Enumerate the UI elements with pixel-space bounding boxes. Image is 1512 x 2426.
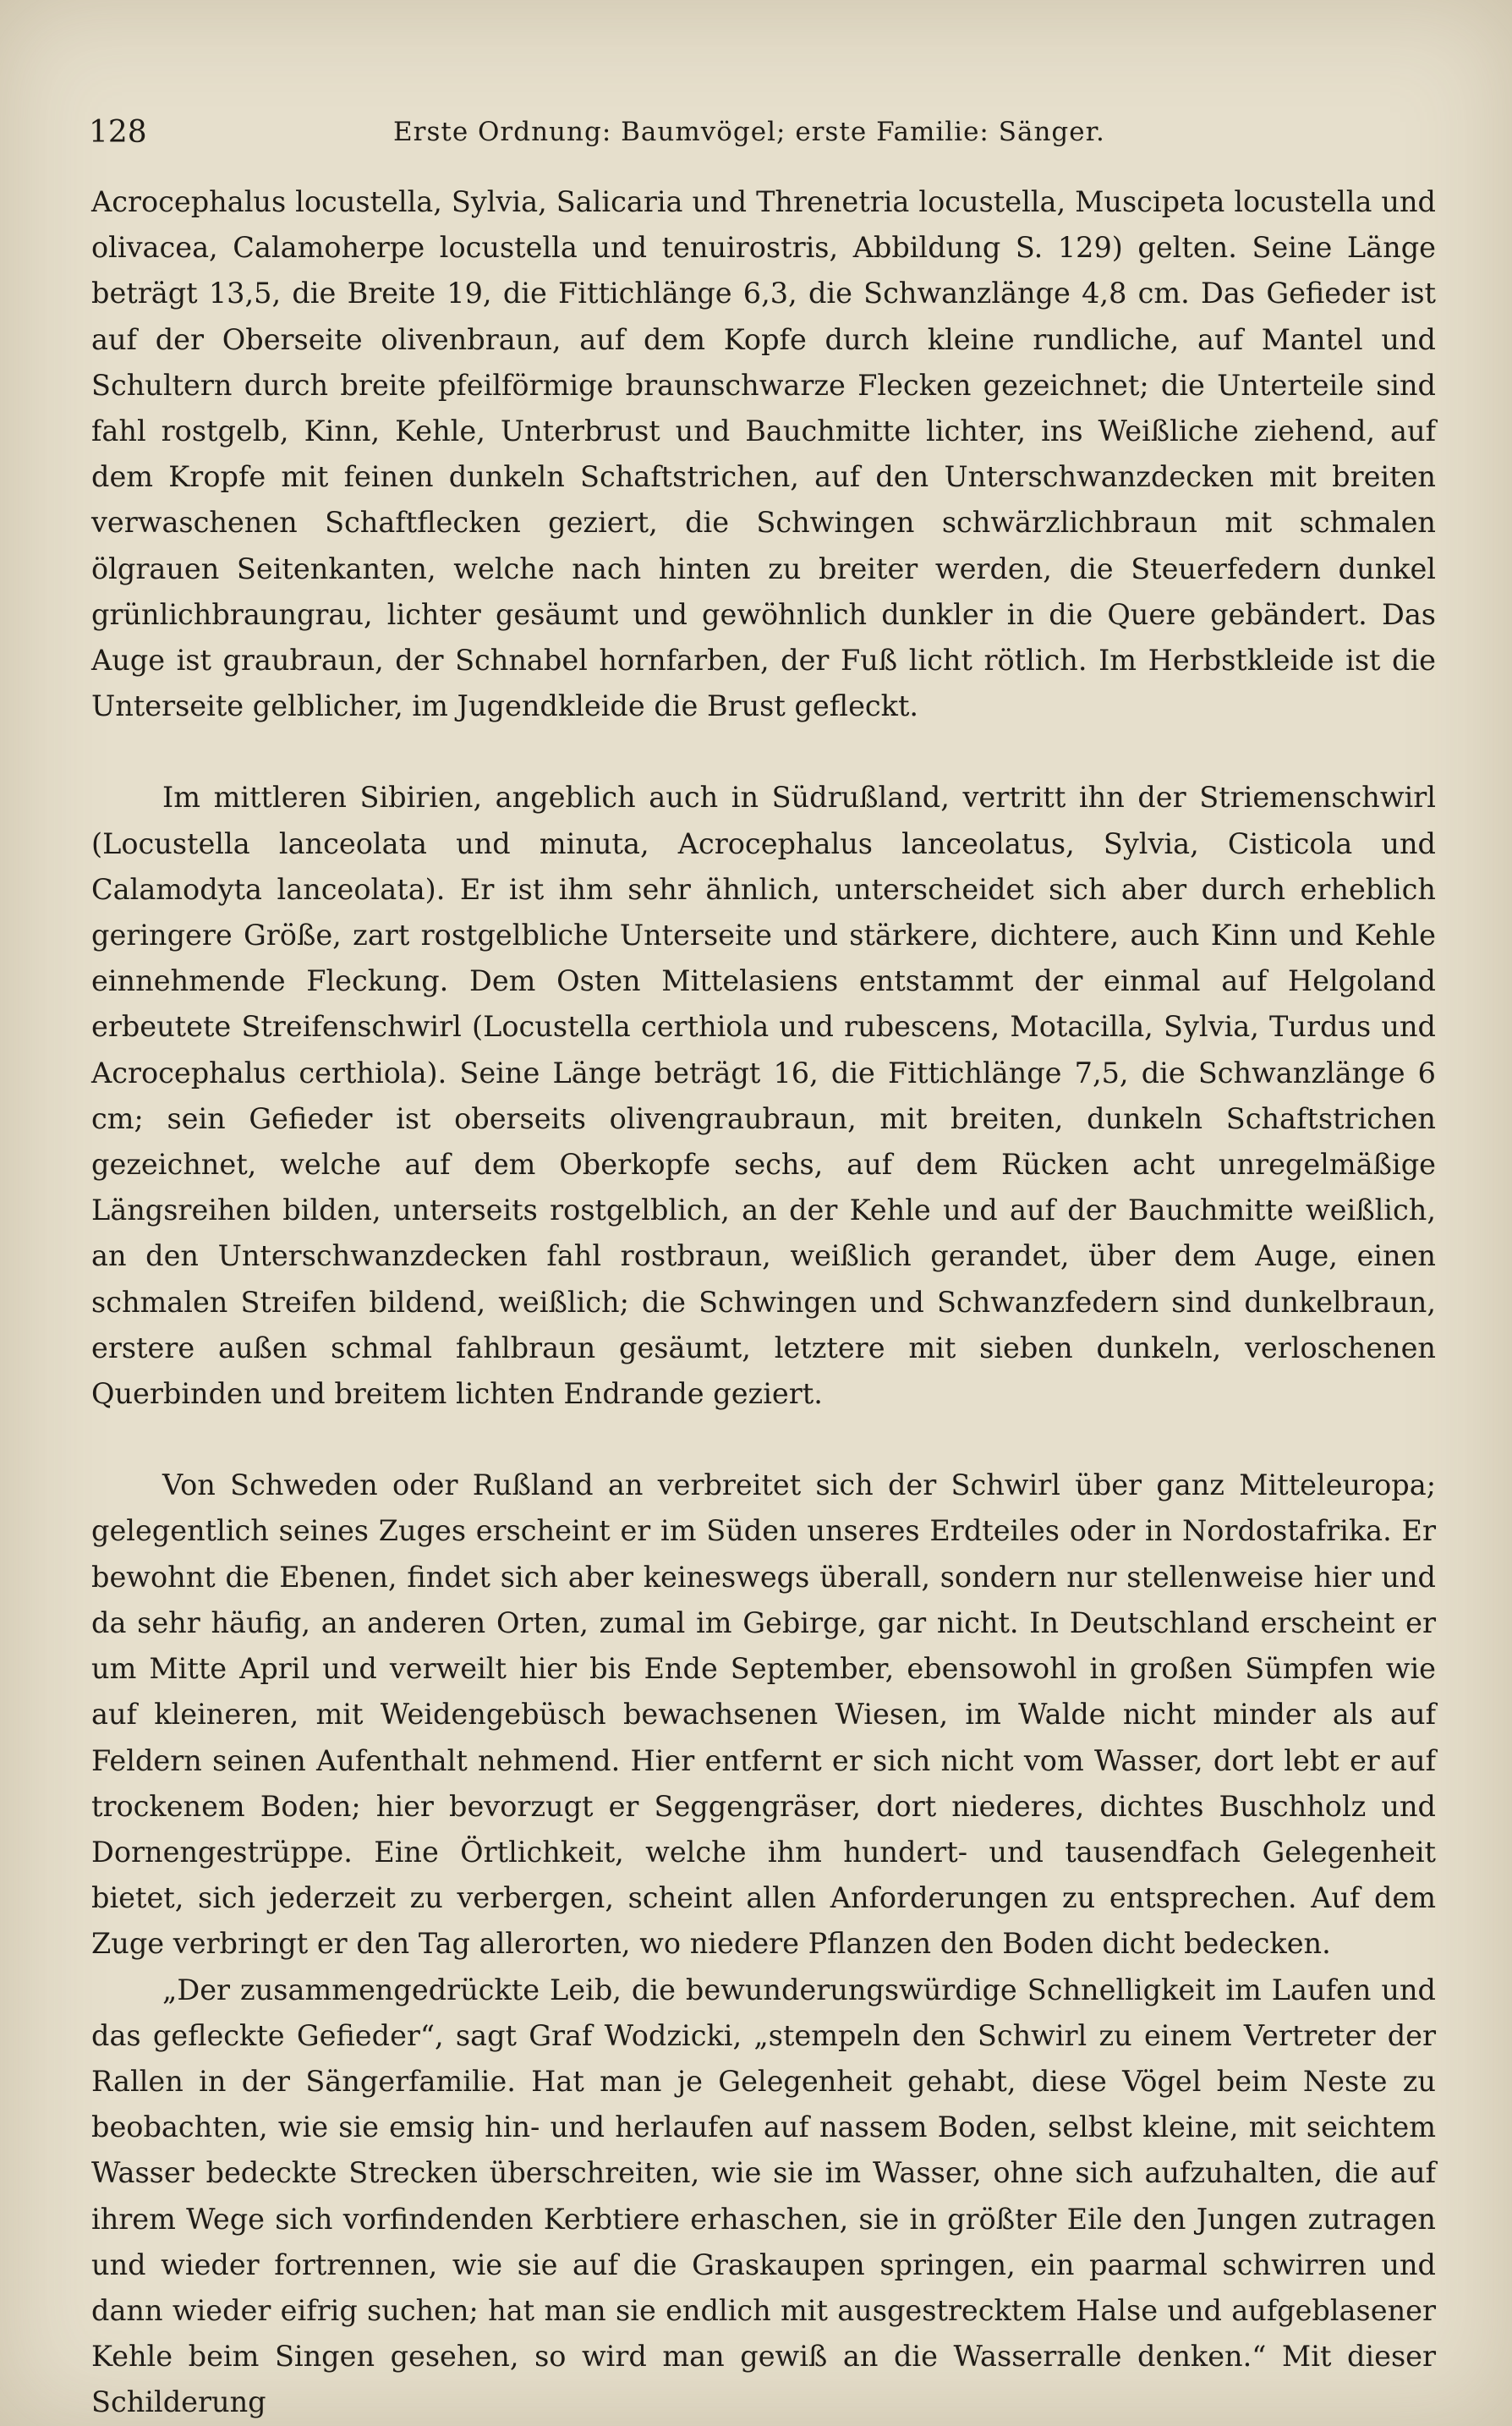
page-number: 128 [89, 115, 147, 150]
paragraph-2: Im mittleren Sibirien, angeblich auch in Südrußland, vertritt ihn der Striemenschwirl (Locustella lanceolata und minuta, Acrocephalus lanceolatus, Sylvia, Cisticola und Calamodyta lanceolata). Er ist ihm sehr ähnlich, unterscheidet sich aber durch erheblich geringere Größe, zart rostgelbliche Unterseite und stärkere, dichtere, auch Kinn und Kehle einnehmende Fleckung. Dem Osten Mittelasiens entstammt der einmal auf Helgoland erbeutete Streifenschwirl (Locustella certhiola und rubescens, Motacilla, Sylvia, Turdus und Acrocephalus certhiola). Seine Länge beträgt 16, die Fittichlänge 7,5, die Schwanzlänge 6 cm; sein Gefieder ist oberseits olivengraubraun, mit breiten, dunkeln Schaftstrichen gezeichnet, welche auf dem Oberkopfe sechs, auf dem Rücken acht unregelmäßige Längsreihen bilden, unterseits rostgelblich, an der Kehle und auf der Bauchmitte weißlich, an den Unterschwanzdecken fahl rostbraun, weißlich gerandet, über dem Auge, einen schmalen Streifen bildend, weißlich; die Schwingen und Schwanzfedern sind dunkelbraun, erstere außen schmal fahlbraun gesäumt, letztere mit sieben dunkeln, verloschenen Querbinden und breitem lichten Endrande geziert. [91, 781, 1436, 1411]
paragraph-1: Acrocephalus locustella, Sylvia, Salicaria und Threnetria locustella, Muscipeta locustella und olivacea, Calamoherpe locustella und tenuirostris, Abbildung S. 129) gelten. Seine Länge beträgt 13,5, die Breite 19, die Fittichlänge 6,3, die Schwanzlänge 4,8 cm. Das Gefieder ist auf der Oberseite olivenbraun, auf dem Kopfe durch kleine rundliche, auf Mantel und Schultern durch breite pfeilförmige braunschwarze Flecken gezeichnet; die Unterteile sind fahl rostgelb, Kinn, Kehle, Unterbrust und Bauchmitte lichter, ins Weißliche ziehend, auf dem Kropfe mit feinen dunkeln Schaftstrichen, auf den Unterschwanzdecken mit breiten verwaschenen Schaftflecken geziert, die Schwingen schwärzlichbraun mit schmalen ölgrauen Seitenkanten, welche nach hinten zu breiter werden, die Steuerfedern dunkel grünlichbraungrau, lichter gesäumt und gewöhnlich dunkler in die Quere gebändert. Das Auge ist graubraun, der Schnabel hornfarben, der Fuß licht rötlich. Im Herbstkleide ist die Unterseite gelblicher, im Jugendkleide die Brust gefleckt. [91, 185, 1436, 723]
page-body [91, 179, 1436, 2426]
paragraph-4: „Der zusammengedrückte Leib, die bewunderungswürdige Schnelligkeit im Laufen und das gefleckte Gefieder“, sagt Graf Wodzicki, „stempeln den Schwirl zu einem Vertreter der Rallen in der Sängerfamilie. Hat man je Gelegenheit gehabt, diese Vögel beim Neste zu beobachten, wie sie emsig hin- und herlaufen auf nassem Boden, selbst kleine, mit seichtem Wasser bedeckte Strecken überschreiten, wie sie im Wasser, ohne sich aufzuhalten, die auf ihrem Wege sich vorfindenden Kerbtiere erhaschen, sie in größter Eile den Jungen zutragen und wieder fortrennen, wie sie auf die Graskaupen springen, ein paarmal schwirren und dann wieder eifrig suchen; hat man sie endlich mit ausgestrecktem Halse und aufgeblasener Kehle beim Singen gesehen, so wird man gewiß an die Wasserralle denken.“ Mit dieser Schilderung [91, 1973, 1436, 2419]
running-head: Erste Ordnung: Baumvögel; erste Familie: Sänger. [393, 117, 1105, 147]
page-header [89, 108, 1442, 159]
paragraph-3: Von Schweden oder Rußland an verbreitet sich der Schwirl über ganz Mitteleuropa; gelegentlich seines Zuges erscheint er im Süden unseres Erdteiles oder in Nordostafrika. Er bewohnt die Ebenen, findet sich aber keineswegs überall, sondern nur stellenweise hier und da sehr häufig, an anderen Orten, zumal im Gebirge, gar nicht. In Deutschland erscheint er um Mitte April und verweilt hier bis Ende September, ebensowohl in großen Sümpfen wie auf kleineren, mit Weidengebüsch bewachsenen Wiesen, im Walde nicht minder als auf Feldern seinen Aufenthalt nehmend. Hier entfernt er sich nicht vom Wasser, dort lebt er auf trockenem Boden; hier bevorzugt er Seggengräser, dort niederes, dichtes Buschholz und Dornengestrüppe. Eine Örtlichkeit, welche ihm hundert- und tausendfach Gelegenheit bietet, sich jederzeit zu verbergen, scheint allen Anforderungen zu entsprechen. Auf dem Zuge verbringt er den Tag allerorten, wo niedere Pflanzen den Boden dicht bedecken. [91, 1468, 1436, 1961]
